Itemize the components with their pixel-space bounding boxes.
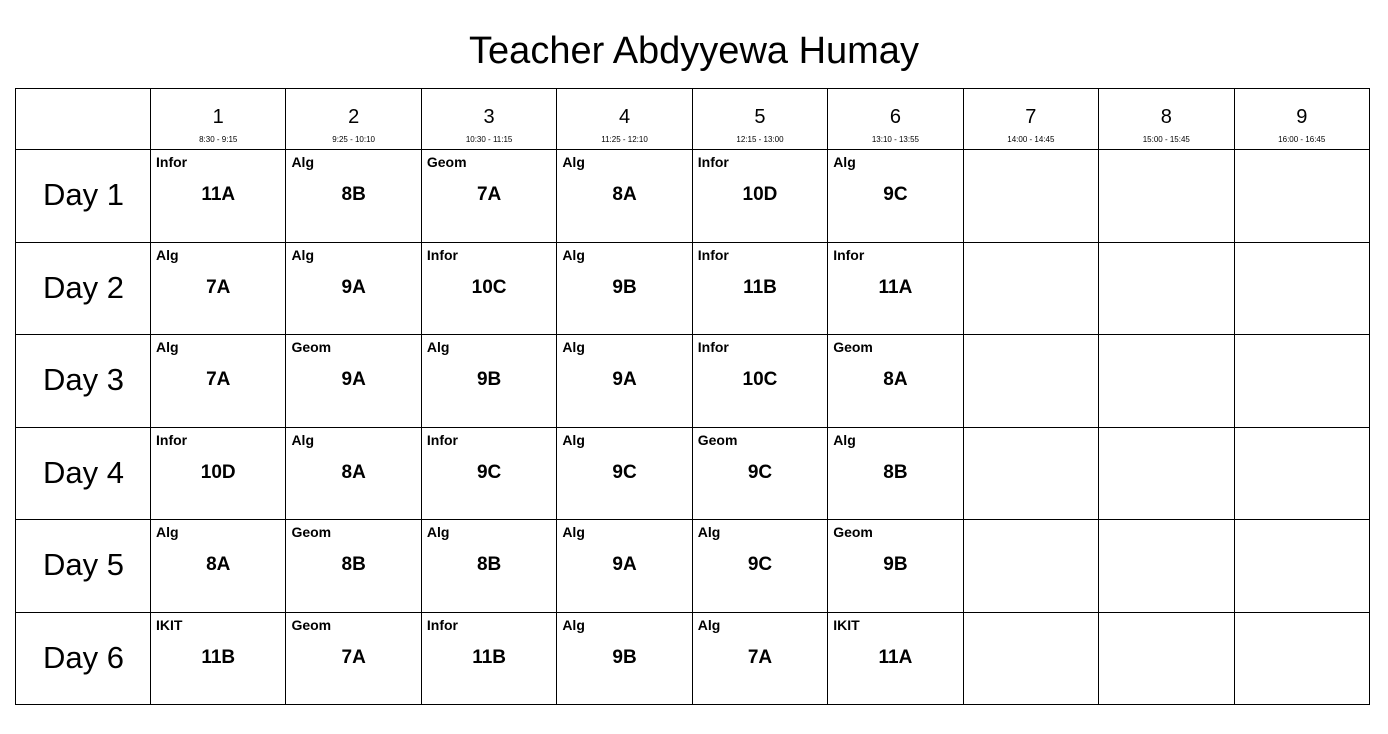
lesson-cell[interactable] xyxy=(557,242,692,335)
day-label: Day 1 xyxy=(43,177,124,212)
day-label-cell xyxy=(16,335,151,428)
empty-cell[interactable] xyxy=(1099,612,1234,705)
lesson-cell[interactable] xyxy=(286,242,421,335)
period-number: 2 xyxy=(348,106,360,128)
lesson-subject: Alg xyxy=(291,246,314,263)
period-number: 7 xyxy=(1025,106,1037,128)
lesson-class: 8A xyxy=(206,554,231,575)
lesson-subject: Infor xyxy=(833,246,865,263)
lesson-subject: Alg xyxy=(562,339,585,355)
lesson-class: 8A xyxy=(341,461,366,483)
lesson-subject: Alg xyxy=(156,524,179,540)
lesson-class: 8B xyxy=(883,461,908,483)
lesson-subject: Infor xyxy=(426,246,458,263)
lesson-subject: Geom xyxy=(833,524,873,540)
lesson-class: 10C xyxy=(471,276,507,298)
period-header xyxy=(963,89,1098,150)
empty-cell[interactable] xyxy=(963,150,1098,243)
period-header xyxy=(421,89,556,150)
period-header xyxy=(1099,89,1234,150)
lesson-cell[interactable] xyxy=(421,520,556,613)
lesson-class: 7A xyxy=(206,369,231,390)
day-label: Day 3 xyxy=(43,362,124,397)
lesson-subject: Alg xyxy=(291,154,314,170)
lesson-subject: Alg xyxy=(291,431,314,448)
empty-cell[interactable] xyxy=(1234,335,1370,428)
day-row xyxy=(16,242,1370,335)
lesson-class: 7A xyxy=(341,646,366,668)
period-time: 16:00 - 16:45 xyxy=(1278,135,1326,144)
lesson-subject: Alg xyxy=(156,246,179,263)
lesson-subject: Alg xyxy=(697,616,721,633)
lesson-class: 10C xyxy=(742,369,778,390)
period-header xyxy=(1234,89,1370,150)
empty-cell[interactable] xyxy=(963,520,1098,613)
lesson-class: 8B xyxy=(341,184,366,205)
lesson-subject: Alg xyxy=(562,524,585,540)
lesson-subject: Infor xyxy=(156,154,188,170)
empty-cell[interactable] xyxy=(1234,427,1370,520)
period-number: 1 xyxy=(212,106,224,128)
lesson-subject: Infor xyxy=(426,616,458,633)
lesson-class: 11B xyxy=(743,276,777,298)
lesson-class: 9C xyxy=(612,461,637,483)
period-number: 4 xyxy=(618,106,631,128)
lesson-class: 9A xyxy=(341,369,366,390)
period-number: 5 xyxy=(754,106,766,128)
lesson-cell[interactable] xyxy=(421,612,556,705)
lesson-subject: Infor xyxy=(156,431,188,448)
period-number: 9 xyxy=(1296,106,1308,128)
lesson-cell[interactable] xyxy=(286,612,421,705)
lesson-cell[interactable] xyxy=(421,427,556,520)
lesson-subject: Infor xyxy=(697,246,729,263)
lesson-class: 9C xyxy=(747,461,773,483)
day-row xyxy=(16,427,1370,520)
lesson-class: 8B xyxy=(341,554,366,575)
period-header xyxy=(828,89,963,150)
day-row xyxy=(16,520,1370,613)
day-label: Day 4 xyxy=(43,454,124,490)
lesson-cell[interactable] xyxy=(828,150,963,243)
empty-cell[interactable] xyxy=(963,242,1098,335)
day-row xyxy=(16,335,1370,428)
period-header xyxy=(286,89,421,150)
day-label: Day 2 xyxy=(43,269,124,305)
lesson-class: 8A xyxy=(612,184,637,205)
day-label-cell xyxy=(16,427,151,520)
lesson-class: 8A xyxy=(883,369,908,390)
lesson-cell[interactable] xyxy=(692,520,827,613)
lesson-cell[interactable] xyxy=(828,242,963,335)
lesson-class: 11A xyxy=(201,184,236,205)
lesson-cell[interactable] xyxy=(286,335,421,428)
day-label: Day 6 xyxy=(43,639,124,675)
lesson-cell[interactable] xyxy=(828,427,963,520)
day-row xyxy=(16,150,1370,243)
lesson-class: 11B xyxy=(472,646,506,668)
timetable xyxy=(15,88,1370,705)
lesson-class: 9B xyxy=(612,276,637,298)
lesson-subject: Alg xyxy=(426,524,450,540)
lesson-cell[interactable] xyxy=(151,427,286,520)
lesson-subject: Alg xyxy=(562,154,585,170)
lesson-subject: Geom xyxy=(291,339,332,355)
lesson-cell[interactable] xyxy=(692,335,827,428)
period-number: 3 xyxy=(483,106,495,128)
lesson-cell[interactable] xyxy=(286,520,421,613)
empty-cell[interactable] xyxy=(1099,150,1234,243)
corner-cell xyxy=(16,89,151,150)
empty-cell[interactable] xyxy=(1234,612,1370,705)
lesson-cell[interactable] xyxy=(557,335,692,428)
lesson-subject: Geom xyxy=(426,154,467,170)
lesson-subject: Alg xyxy=(562,616,585,633)
period-header xyxy=(151,89,286,150)
lesson-subject: Alg xyxy=(426,339,450,355)
day-row xyxy=(16,612,1370,705)
lesson-subject: Alg xyxy=(156,339,179,355)
lesson-subject: Alg xyxy=(562,431,585,448)
empty-cell[interactable] xyxy=(1099,520,1234,613)
period-time: 9:25 - 10:10 xyxy=(332,135,375,144)
lesson-cell[interactable] xyxy=(421,335,556,428)
lesson-class: 7A xyxy=(206,276,231,298)
lesson-subject: Infor xyxy=(697,339,729,355)
lesson-cell[interactable] xyxy=(151,335,286,428)
lesson-subject: Geom xyxy=(291,616,332,633)
lesson-subject: IKIT xyxy=(833,616,860,633)
lesson-cell[interactable] xyxy=(151,242,286,335)
lesson-class: 10D xyxy=(742,184,778,205)
period-header xyxy=(557,89,692,150)
empty-cell[interactable] xyxy=(963,335,1098,428)
empty-cell[interactable] xyxy=(963,427,1098,520)
lesson-class: 9B xyxy=(476,369,502,390)
empty-cell[interactable] xyxy=(1099,427,1234,520)
lesson-subject: Alg xyxy=(697,524,721,540)
lesson-cell[interactable] xyxy=(151,520,286,613)
lesson-class: 7A xyxy=(747,646,773,668)
empty-cell[interactable] xyxy=(1234,150,1370,243)
period-time: 11:25 - 12:10 xyxy=(601,135,648,144)
period-time: 10:30 - 11:15 xyxy=(465,135,513,144)
lesson-cell[interactable] xyxy=(557,612,692,705)
lesson-cell[interactable] xyxy=(421,242,556,335)
period-time: 15:00 - 15:45 xyxy=(1142,135,1190,144)
day-label: Day 5 xyxy=(43,547,124,582)
lesson-cell[interactable] xyxy=(151,150,286,243)
empty-cell[interactable] xyxy=(1234,520,1370,613)
lesson-cell[interactable] xyxy=(286,150,421,243)
lesson-cell[interactable] xyxy=(692,612,827,705)
lesson-subject: Alg xyxy=(562,246,585,263)
lesson-class: 8B xyxy=(476,554,502,575)
period-number: 6 xyxy=(889,106,901,128)
period-number: 8 xyxy=(1160,106,1172,128)
lesson-class: 11B xyxy=(201,646,236,668)
lesson-cell[interactable] xyxy=(557,150,692,243)
lesson-subject: Geom xyxy=(291,524,332,540)
lesson-cell[interactable] xyxy=(286,427,421,520)
lesson-cell[interactable] xyxy=(692,242,827,335)
lesson-subject: Geom xyxy=(833,339,873,355)
lesson-cell[interactable] xyxy=(557,520,692,613)
day-label-cell xyxy=(16,612,151,705)
empty-cell[interactable] xyxy=(1234,242,1370,335)
lesson-class: 9B xyxy=(883,554,908,575)
lesson-subject: IKIT xyxy=(156,616,183,633)
day-label-cell xyxy=(16,520,151,613)
header-row xyxy=(16,89,1370,150)
lesson-cell[interactable] xyxy=(421,150,556,243)
lesson-subject: Infor xyxy=(426,431,458,448)
period-header xyxy=(692,89,827,150)
lesson-class: 10D xyxy=(200,461,236,483)
lesson-cell[interactable] xyxy=(828,520,963,613)
lesson-class: 7A xyxy=(476,184,502,205)
lesson-cell[interactable] xyxy=(151,612,286,705)
empty-cell[interactable] xyxy=(1099,335,1234,428)
lesson-cell[interactable] xyxy=(557,427,692,520)
lesson-class: 9C xyxy=(747,554,773,575)
lesson-subject: Infor xyxy=(697,154,729,170)
lesson-cell[interactable] xyxy=(828,335,963,428)
lesson-class: 9A xyxy=(341,276,366,298)
page-title: Teacher Abdyyewa Humay xyxy=(469,30,919,72)
day-label-cell xyxy=(16,242,151,335)
lesson-cell[interactable] xyxy=(692,427,827,520)
lesson-subject: Alg xyxy=(833,154,856,170)
period-time: 8:30 - 9:15 xyxy=(199,135,238,144)
lesson-class: 11A xyxy=(878,646,913,668)
lesson-class: 9A xyxy=(612,554,637,575)
lesson-class: 9A xyxy=(612,369,637,390)
period-time: 14:00 - 14:45 xyxy=(1007,135,1055,144)
lesson-cell[interactable] xyxy=(828,612,963,705)
lesson-cell[interactable] xyxy=(692,150,827,243)
lesson-subject: Alg xyxy=(833,431,856,448)
empty-cell[interactable] xyxy=(963,612,1098,705)
day-label-cell xyxy=(16,150,151,243)
lesson-class: 11A xyxy=(878,276,913,298)
lesson-class: 9B xyxy=(612,646,637,668)
lesson-class: 9C xyxy=(476,461,502,483)
lesson-class: 9C xyxy=(883,184,908,205)
empty-cell[interactable] xyxy=(1099,242,1234,335)
lesson-subject: Geom xyxy=(697,431,738,448)
period-time: 12:15 - 13:00 xyxy=(736,135,784,144)
period-time: 13:10 - 13:55 xyxy=(871,135,919,144)
